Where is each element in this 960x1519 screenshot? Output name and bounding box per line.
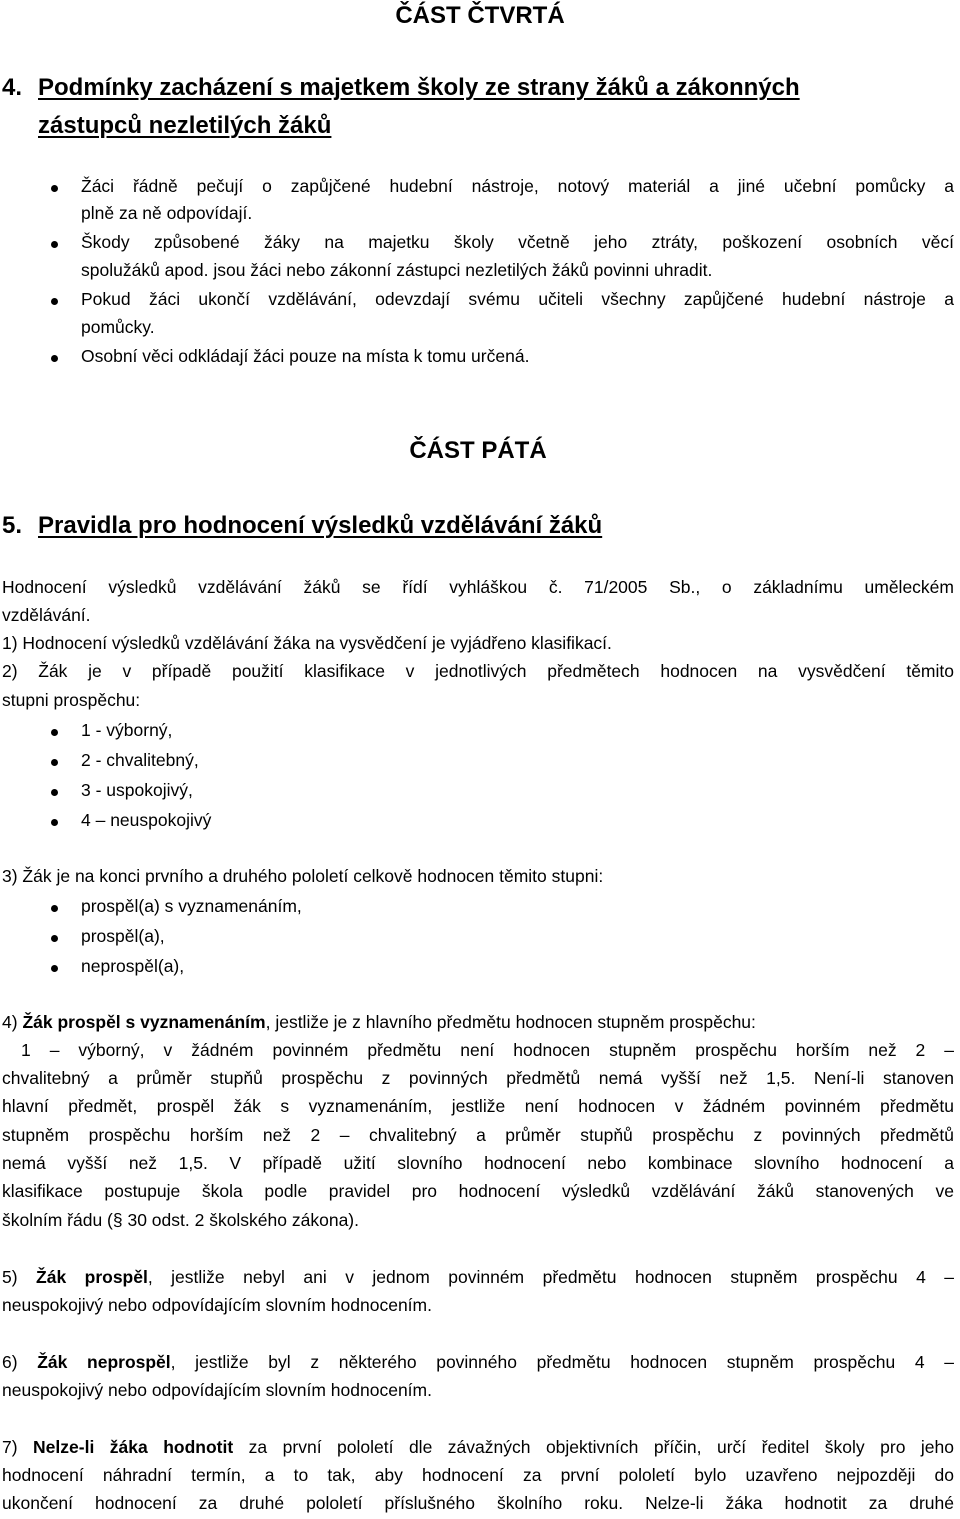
paragraph-line: klasifikace postupuje škola podle pravidel pro hodnocení výsledků vzdělávání žáků stanovených ve (2, 1181, 954, 1201)
bullet-icon (51, 819, 58, 826)
grade-item: 3 - uspokojivý, (81, 780, 193, 800)
section-title: Podmínky zacházení s majetkem školy ze strany žáků a zákonných (38, 74, 800, 101)
paragraph-line: stupněm prospěchu horším než 2 – chvalitebný a průměr stupňů prospěchu z povinných předmětů (2, 1125, 954, 1145)
bullet-icon (51, 355, 58, 362)
part-heading: ČÁST ČTVRTÁ (395, 2, 565, 29)
paragraph-line: 7) Nelze-li žáka hodnotit za první pololetí dle závažných objektivních příčin, určí ředitel školy pro jeho (2, 1437, 954, 1457)
bullet-icon (51, 759, 58, 766)
paragraph-line: nemá vyšší než 1,5. V případě užití slovního hodnocení nebo kombinace slovního hodnocení a (2, 1153, 954, 1173)
paragraph-line: hlavní předmět, prospěl žák s vyznamenáním, jestliže není hodnocen v žádném povinném předmětu (2, 1096, 954, 1116)
part-heading: ČÁST PÁTÁ (409, 437, 547, 464)
overall-item: neprospěl(a), (81, 956, 185, 976)
paragraph-line: 1 – výborný, v žádném povinném předmětu není hodnocen stupněm prospěchu horším než 2 – (2, 1040, 954, 1060)
paragraph-line: 1) Hodnocení výsledků vzdělávání žáka na vysvědčení je vyjádřeno klasifikací. (2, 633, 612, 653)
bullet-icon (51, 905, 58, 912)
bullet-icon (51, 185, 58, 192)
paragraph-line: školním řádu (§ 30 odst. 2 školského zákona). (2, 1210, 359, 1230)
paragraph-line: 6) Žák neprospěl, jestliže byl z některého povinného předmětu hodnocen stupněm prospěchu 4 – (2, 1352, 954, 1372)
paragraph-line: hodnocení náhradní termín, a to tak, aby hodnocení za první pololetí bylo uzavřeno nejpozději do (2, 1465, 954, 1485)
list-item-line: pomůcky. (81, 317, 155, 337)
bullet-icon (51, 729, 58, 736)
paragraph-line: neuspokojivý nebo odpovídajícím slovním hodnocením. (2, 1380, 432, 1400)
grade-item: 2 - chvalitebný, (81, 750, 199, 770)
paragraph-line: 3) Žák je na konci prvního a druhého pololetí celkově hodnocen těmito stupni: (2, 866, 604, 886)
section-title-continued: zástupců nezletilých žáků (38, 112, 332, 139)
bullet-icon (51, 965, 58, 972)
paragraph-line: vzdělávání. (2, 605, 91, 625)
paragraph-line: 2) Žák je v případě použití klasifikace v jednotlivých předmětech hodnocen na vysvědčení těmito (2, 661, 954, 681)
paragraph-line: stupni prospěchu: (2, 690, 141, 710)
section-number: 5. (2, 512, 23, 539)
overall-item: prospěl(a) s vyznamenáním, (81, 896, 302, 916)
overall-item: prospěl(a), (81, 926, 165, 946)
bullet-icon (51, 241, 58, 248)
section-title: Pravidla pro hodnocení výsledků vzdělávání žáků (38, 512, 603, 539)
paragraph-line: ukončení hodnocení za druhé pololetí příslušného školního roku. Nelze-li žáka hodnotit za druhé (2, 1493, 954, 1513)
list-item-line: Osobní věci odkládají žáci pouze na místa k tomu určená. (81, 346, 530, 366)
grade-item: 1 - výborný, (81, 720, 173, 740)
section-number: 4. (2, 74, 23, 101)
paragraph-line: 4) Žák prospěl s vyznamenáním, jestliže je z hlavního předmětu hodnocen stupněm prospěchu: (2, 1012, 756, 1032)
paragraph-line: Hodnocení výsledků vzdělávání žáků se řídí vyhláškou č. 71/2005 Sb., o základnímu uměleckém (2, 577, 954, 597)
paragraph-line: chvalitebný a průměr stupňů prospěchu z povinných předmětů nemá vyšší než 1,5. Není-li stanoven (2, 1068, 954, 1088)
paragraph-line: neuspokojivý nebo odpovídajícím slovním hodnocením. (2, 1295, 432, 1315)
list-item-line: Pokud žáci ukončí vzdělávání, odevzdají svému učiteli všechny zapůjčené hudební nástroje a (81, 289, 954, 309)
list-item-line: spolužáků apod. jsou žáci nebo zákonní zástupci nezletilých žáků povinni uhradit. (81, 260, 713, 280)
bullet-icon (51, 789, 58, 796)
grade-item: 4 – neuspokojivý (81, 810, 212, 830)
list-item-line: plně za ně odpovídají. (81, 203, 253, 223)
bullet-icon (51, 935, 58, 942)
list-item-line: Žáci řádně pečují o zapůjčené hudební nástroje, notový materiál a jiné učební pomůcky a (81, 176, 954, 196)
list-item-line: Škody způsobené žáky na majetku školy včetně jeho ztráty, poškození osobních věcí (81, 232, 954, 252)
paragraph-line: 5) Žák prospěl, jestliže nebyl ani v jednom povinném předmětu hodnocen stupněm prospěchu 4 – (2, 1267, 954, 1287)
bullet-icon (51, 298, 58, 305)
